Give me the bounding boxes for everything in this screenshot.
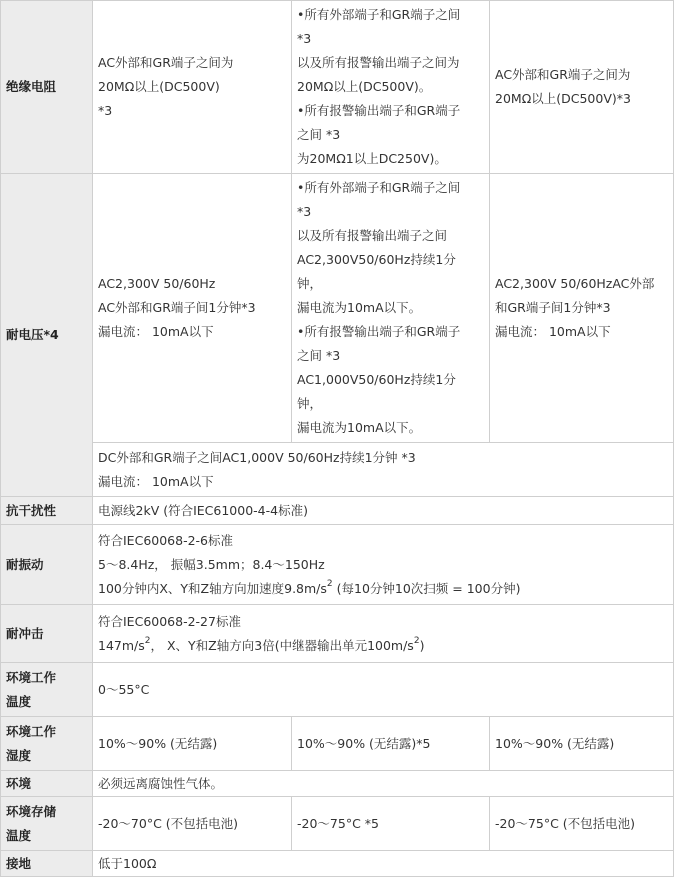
text-line: 漏电流： 10mA以下 (98, 324, 214, 339)
op-temp-value: 0～55°C (93, 663, 674, 717)
text-line: 漏电流： 10mA以下 (98, 473, 214, 489)
text-line: 20MΩ以上(DC500V) (98, 79, 220, 94)
text-line: 20MΩ以上(DC500V)*3 (495, 91, 631, 106)
row-vibration (1, 525, 674, 605)
text-line: *3 (297, 204, 312, 219)
label-op-humidity (1, 717, 93, 771)
storage-temp-col1: -20～70°C (不包括电池) (93, 797, 292, 851)
row-op-humidity (1, 717, 674, 771)
vibration-value (93, 525, 674, 605)
text-line: 漏电流为10mA以下。 (297, 420, 422, 435)
row-withstand-dc (1, 443, 674, 497)
text-line: •所有外部端子和GR端子之间 (297, 7, 461, 22)
row-op-temp (1, 663, 674, 717)
text-line: 漏电流为10mA以下。 (297, 300, 422, 315)
text-line: AC2,300V50/60Hz持续1分 (297, 252, 456, 267)
text-line: 之间 *3 (297, 348, 341, 363)
superscript: 2 (326, 579, 333, 590)
label-line: 环境存储 (6, 803, 57, 819)
label-line: 温度 (6, 693, 32, 709)
label-line: 环境工作 (6, 723, 57, 739)
text-line: 漏电流： 10mA以下 (495, 324, 611, 339)
text-line: 为20MΩ1以上DC250V)。 (297, 151, 447, 166)
label-grounding: 接地 (1, 851, 93, 877)
superscript: 2 (413, 636, 420, 647)
label-environment: 环境 (1, 771, 93, 797)
text-line: •所有报警输出端子和GR端子 (297, 324, 461, 339)
label-op-temp (1, 663, 93, 717)
text-line: •所有外部端子和GR端子之间 (297, 180, 461, 195)
text-line (98, 577, 668, 601)
text-line: 符合IEC60068-2-27标准 (98, 613, 241, 629)
text-line: 符合IEC60068-2-6标准 (98, 532, 234, 548)
noise-value: 电源线2kV (符合IEC61000-4-4标准) (93, 497, 674, 525)
text-line: *3 (98, 103, 113, 118)
text-line: 以及所有报警输出端子之间为 (297, 55, 460, 70)
text-part: 147m/s (98, 637, 145, 653)
row-environment (1, 771, 674, 797)
withstand-col3 (490, 174, 674, 443)
text-part: ) (419, 637, 425, 653)
op-humidity-col1: 10%～90% (无结露) (93, 717, 292, 771)
insulation-col3 (490, 1, 674, 174)
withstand-dc (93, 443, 674, 497)
storage-temp-col2: -20～75°C *5 (292, 797, 490, 851)
label-storage-temp (1, 797, 93, 851)
storage-temp-col3: -20～75°C (不包括电池) (490, 797, 674, 851)
text-line: AC外部和GR端子间1分钟*3 (98, 300, 256, 315)
label-insulation: 绝缘电阻 (1, 1, 93, 174)
text-line: *3 (297, 31, 312, 46)
label-withstand: 耐电压*4 (1, 174, 93, 497)
text-line (98, 634, 668, 658)
row-shock (1, 605, 674, 663)
text-line: •所有报警输出端子和GR端子 (297, 103, 461, 118)
label-noise: 抗干扰性 (1, 497, 93, 525)
label-shock: 耐冲击 (1, 605, 93, 663)
grounding-value: 低于100Ω (93, 851, 674, 877)
label-line: 温度 (6, 827, 32, 843)
environment-value: 必须远离腐蚀性气体。 (93, 771, 674, 797)
withstand-col2 (292, 174, 490, 443)
op-humidity-col3: 10%～90% (无结露) (490, 717, 674, 771)
op-humidity-col2: 10%～90% (无结露)*5 (292, 717, 490, 771)
row-withstand (1, 174, 674, 443)
text-line: 和GR端子间1分钟*3 (495, 300, 611, 315)
row-storage-temp (1, 797, 674, 851)
label-line: 环境工作 (6, 669, 57, 685)
row-insulation (1, 1, 674, 174)
insulation-col1 (93, 1, 292, 174)
text-line: AC1,000V50/60Hz持续1分 (297, 372, 456, 387)
text-line: AC外部和GR端子之间为 (495, 67, 631, 82)
text-line: 以及所有报警输出端子之间 (297, 228, 448, 243)
row-grounding (1, 851, 674, 877)
text-part: (每10分钟10次扫频 = 100分钟) (332, 580, 521, 596)
text-line: 钟， (297, 396, 323, 411)
text-line: AC外部和GR端子之间为 (98, 55, 234, 70)
shock-value (93, 605, 674, 663)
label-vibration: 耐振动 (1, 525, 93, 605)
superscript: 2 (144, 636, 151, 647)
text-part: ， X、Y和Z轴方向3倍(中继器输出单元100m/s (150, 637, 414, 653)
text-line: DC外部和GR端子之间AC1,000V 50/60Hz持续1分钟 *3 (98, 449, 416, 465)
insulation-col2 (292, 1, 490, 174)
text-line: 5～8.4Hz， 振幅3.5mm；8.4～150Hz (98, 556, 325, 572)
text-line: 钟， (297, 276, 323, 291)
withstand-col1 (93, 174, 292, 443)
text-line: 20MΩ以上(DC500V)。 (297, 79, 432, 94)
text-line: AC2,300V 50/60Hz (98, 276, 216, 291)
text-part: 100分钟内X、Y和Z轴方向加速度9.8m/s (98, 580, 327, 596)
label-line: 湿度 (6, 747, 32, 763)
text-line: 之间 *3 (297, 127, 341, 142)
text-line: AC2,300V 50/60HzAC外部 (495, 276, 655, 291)
row-noise (1, 497, 674, 525)
